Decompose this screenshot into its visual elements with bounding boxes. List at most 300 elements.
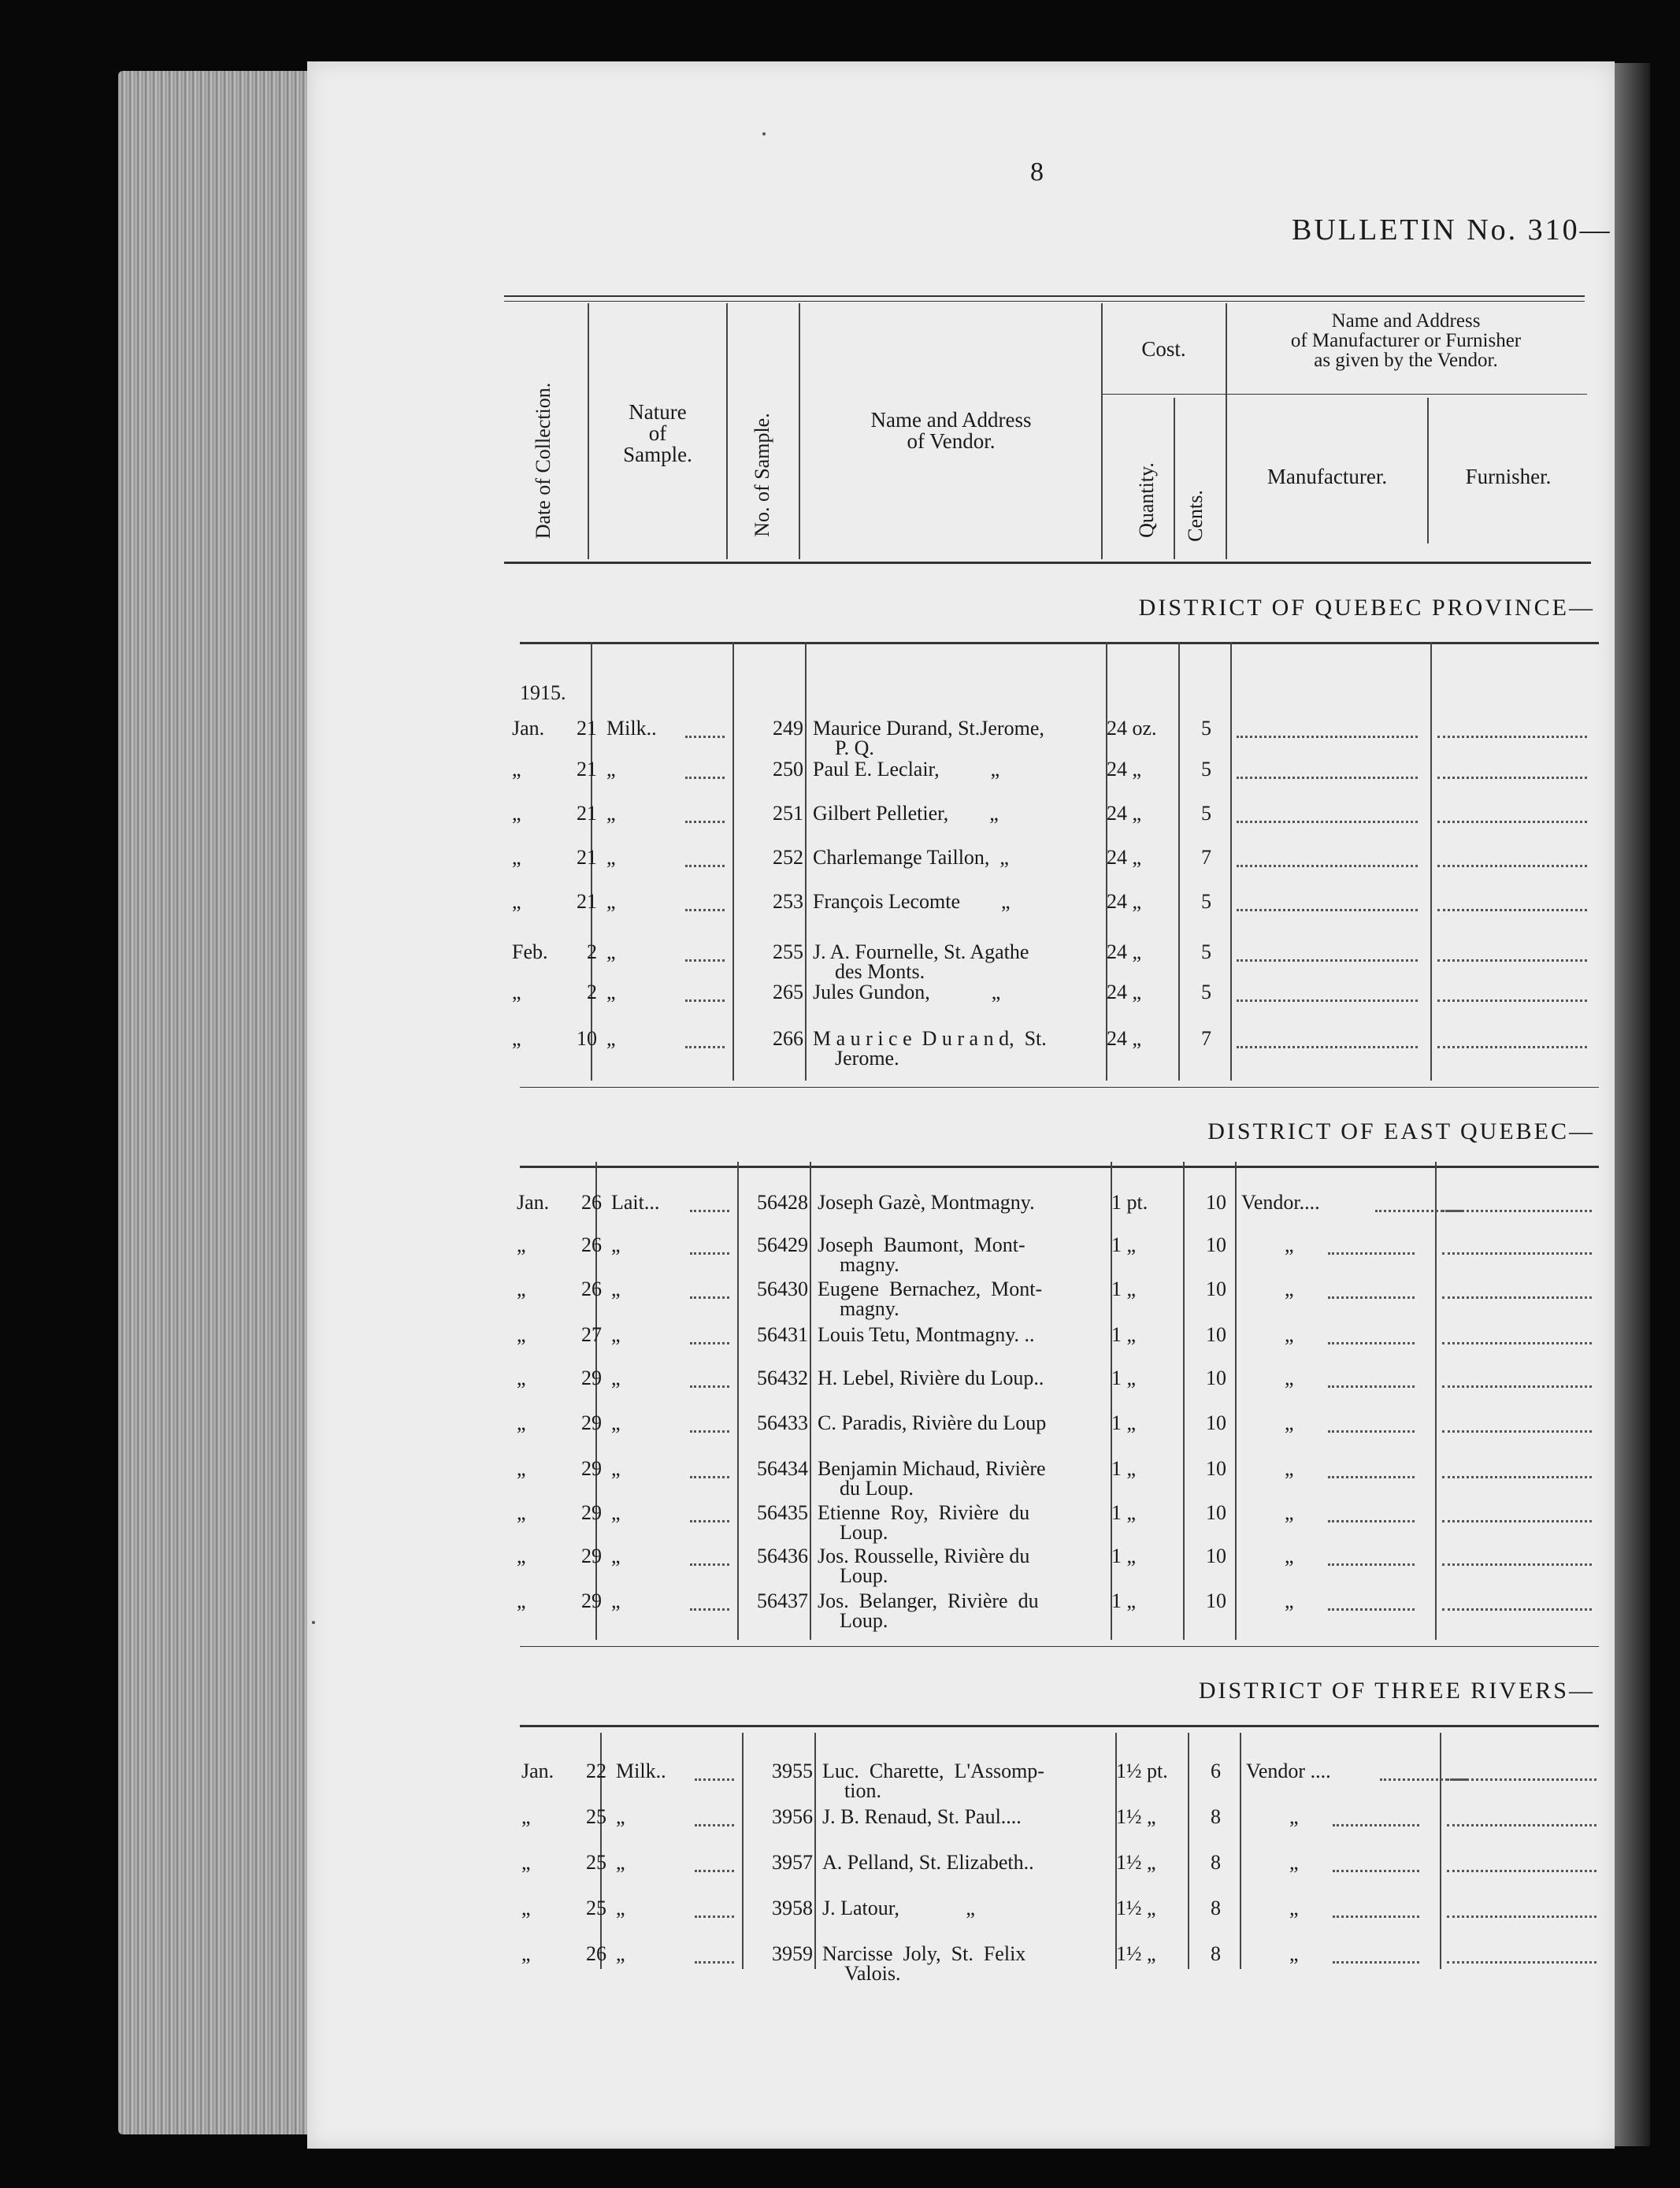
header-maker-title: Name and Address of Manufacturer or Furnisher as given by the Vendor. xyxy=(1290,310,1522,371)
sample-nature: „ xyxy=(606,981,616,1003)
leader-dots xyxy=(1447,1870,1597,1872)
vendor-name: C. Paradis, Rivière du Loup xyxy=(818,1411,1047,1434)
vendor-name: Joseph Baumont, Mont- xyxy=(818,1233,1025,1256)
book-fore-edges xyxy=(118,71,315,2134)
sample-number: 3959 xyxy=(772,1942,813,1965)
header-cents: Cents. xyxy=(1184,490,1207,542)
quantity: 24 „ xyxy=(1107,1027,1142,1050)
leader-dots xyxy=(1437,777,1587,779)
sample-nature: „ xyxy=(611,1545,621,1567)
manufacturer-value: „ xyxy=(1289,1851,1299,1874)
quantity: 24 „ xyxy=(1107,802,1142,825)
year-label: 1915. xyxy=(520,681,566,704)
sample-number: 56432 xyxy=(757,1367,808,1389)
bulletin-heading: BULLETIN No. 310— xyxy=(1292,213,1612,247)
sample-number: 56431 xyxy=(757,1323,808,1346)
leader-dots xyxy=(1328,1563,1415,1566)
collection-day: 26 xyxy=(581,1191,602,1214)
leader-dots xyxy=(690,1563,729,1566)
manufacturer-value: „ xyxy=(1285,1545,1294,1567)
sample-number: 56436 xyxy=(757,1545,808,1567)
leader-dots xyxy=(690,1252,729,1255)
manufacturer-value: „ xyxy=(1285,1323,1294,1346)
collection-day: 26 xyxy=(581,1278,602,1300)
quantity: 24 „ xyxy=(1107,890,1142,913)
collection-day: 25 xyxy=(586,1805,606,1828)
leader-dots xyxy=(1437,909,1587,911)
leader-dots xyxy=(1328,1252,1415,1255)
vendor-name: J. B. Renaud, St. Paul.... xyxy=(822,1805,1022,1828)
leader-dots xyxy=(685,909,725,911)
header-col-divider xyxy=(1427,398,1429,543)
leader-dots xyxy=(690,1430,729,1433)
district-heading: DISTRICT OF THREE RIVERS— xyxy=(1198,1678,1595,1704)
leader-dots xyxy=(1437,736,1587,738)
vendor-name: Louis Tetu, Montmagny. .. xyxy=(818,1323,1035,1346)
leader-dots xyxy=(1442,1476,1592,1478)
sample-number: 3958 xyxy=(772,1897,813,1919)
leader-dots xyxy=(685,736,725,738)
sample-number: 250 xyxy=(773,758,803,781)
vendor-name: Gilbert Pelletier, „ xyxy=(813,802,999,825)
cents: 6 xyxy=(1211,1760,1221,1782)
leader-dots xyxy=(685,999,725,1002)
page-gutter-shadow xyxy=(1615,63,1650,2146)
collection-month: „ xyxy=(517,1411,526,1434)
sample-nature: „ xyxy=(606,802,616,825)
sample-nature: „ xyxy=(606,846,616,869)
district-heading: DISTRICT OF QUEBEC PROVINCE— xyxy=(1138,595,1595,621)
cents: 10 xyxy=(1206,1191,1226,1214)
leader-dots xyxy=(1437,865,1587,867)
quantity: 1 pt. xyxy=(1111,1191,1148,1214)
vendor-name: J. Latour, „ xyxy=(822,1897,975,1919)
leader-dots xyxy=(690,1210,729,1212)
quantity: 1 „ xyxy=(1111,1589,1137,1612)
quantity: 1 „ xyxy=(1111,1411,1137,1434)
dust-speck xyxy=(312,1621,315,1624)
district-rule xyxy=(520,1166,1599,1168)
leader-dots xyxy=(1442,1563,1592,1566)
district-rule xyxy=(520,1725,1599,1727)
sample-number: 56434 xyxy=(757,1457,808,1480)
collection-day: 21 xyxy=(577,846,597,869)
sample-number: 249 xyxy=(773,717,803,740)
collection-month: Jan. xyxy=(517,1191,550,1214)
sample-nature: „ xyxy=(606,758,616,781)
vendor-name: Jos. Rousselle, Rivière du xyxy=(818,1545,1030,1567)
leader-dots xyxy=(685,865,725,867)
header-quantity: Quantity. xyxy=(1135,462,1158,538)
collection-month: „ xyxy=(521,1805,531,1828)
collection-month: „ xyxy=(517,1323,526,1346)
leader-dots xyxy=(685,777,725,779)
leader-dots xyxy=(1333,1915,1419,1918)
leader-dots xyxy=(690,1520,729,1522)
vendor-name: magny. xyxy=(840,1297,899,1320)
collection-month: „ xyxy=(512,802,521,825)
leader-dots xyxy=(690,1476,729,1478)
collection-month: „ xyxy=(512,846,521,869)
collection-day: 21 xyxy=(577,890,597,913)
leader-dots xyxy=(1328,1296,1415,1299)
leader-dots xyxy=(1437,1046,1587,1048)
collection-day: 25 xyxy=(586,1851,606,1874)
leader-dots xyxy=(695,1915,734,1918)
leader-dots xyxy=(1333,1824,1419,1826)
scanned-page xyxy=(307,61,1615,2149)
manufacturer-value: „ xyxy=(1285,1457,1294,1480)
collection-day: 21 xyxy=(577,758,597,781)
sample-nature: „ xyxy=(616,1942,625,1965)
manufacturer-value: Vendor .... xyxy=(1246,1760,1331,1782)
header-nature: Nature of Sample. xyxy=(623,400,692,466)
vendor-name: Joseph Gazè, Montmagny. xyxy=(818,1191,1035,1214)
column-divider xyxy=(1178,642,1180,1081)
collection-month: „ xyxy=(517,1545,526,1567)
leader-dots xyxy=(1328,1520,1415,1522)
sample-number: 56428 xyxy=(757,1191,808,1214)
leader-dots xyxy=(695,1824,734,1826)
collection-month: „ xyxy=(517,1589,526,1612)
column-divider xyxy=(732,642,734,1081)
column-divider xyxy=(737,1162,739,1640)
sample-number: 252 xyxy=(773,846,803,869)
manufacturer-value: Vendor.... xyxy=(1241,1191,1320,1214)
collection-day: 2 xyxy=(587,940,597,963)
district-rule xyxy=(520,1087,1599,1088)
sample-nature: „ xyxy=(611,1501,621,1524)
sample-nature: Lait... xyxy=(611,1191,660,1214)
quantity: 1 „ xyxy=(1111,1367,1137,1389)
sample-nature: „ xyxy=(616,1897,625,1919)
header-col-divider xyxy=(588,303,589,559)
vendor-name: Narcisse Joly, St. Felix xyxy=(822,1942,1026,1965)
leader-dots xyxy=(1237,777,1418,779)
collection-day: 29 xyxy=(581,1589,602,1612)
sample-nature: „ xyxy=(611,1411,621,1434)
leader-dots xyxy=(1447,1961,1597,1964)
sample-nature: Milk.. xyxy=(616,1760,666,1782)
leader-dots xyxy=(1442,1342,1592,1344)
manufacturer-value: „ xyxy=(1289,1897,1299,1919)
sample-nature: „ xyxy=(611,1457,621,1480)
quantity: 1½ „ xyxy=(1116,1897,1156,1919)
quantity: 1½ „ xyxy=(1116,1851,1156,1874)
vendor-name: du Loup. xyxy=(840,1477,914,1500)
leader-dots xyxy=(1447,1915,1597,1918)
cents: 5 xyxy=(1201,802,1211,825)
vendor-name: Charlemange Taillon, „ xyxy=(813,846,1009,869)
leader-dots xyxy=(690,1608,729,1611)
collection-day: 2 xyxy=(587,981,597,1003)
quantity: 1½ „ xyxy=(1116,1942,1156,1965)
manufacturer-value: „ xyxy=(1285,1589,1294,1612)
vendor-name: Loup. xyxy=(840,1609,888,1632)
vendor-name: Valois. xyxy=(844,1962,901,1985)
collection-day: 22 xyxy=(586,1760,606,1782)
vendor-name: des Monts. xyxy=(835,960,925,983)
vendor-name: H. Lebel, Rivière du Loup.. xyxy=(818,1367,1044,1389)
dust-speck xyxy=(762,132,766,135)
header-top-rule xyxy=(504,295,1585,297)
collection-day: 29 xyxy=(581,1367,602,1389)
vendor-name: Etienne Roy, Rivière du xyxy=(818,1501,1030,1524)
vendor-name: M a u r i c e D u r a n d, St. xyxy=(813,1027,1047,1050)
vendor-name: magny. xyxy=(840,1253,899,1276)
collection-month: „ xyxy=(512,1027,521,1050)
sample-number: 3957 xyxy=(772,1851,813,1874)
leader-dots xyxy=(1237,736,1418,738)
vendor-name: Loup. xyxy=(840,1564,888,1587)
district-rule xyxy=(520,1646,1599,1647)
cents: 8 xyxy=(1211,1942,1221,1965)
cents: 10 xyxy=(1206,1367,1226,1389)
column-divider xyxy=(805,642,807,1081)
leader-dots xyxy=(1237,821,1418,823)
vendor-name: Jerome. xyxy=(835,1047,899,1070)
vendor-name: Maurice Durand, St.Jerome, xyxy=(813,717,1044,740)
manufacturer-value: „ xyxy=(1285,1367,1294,1389)
cents: 5 xyxy=(1201,758,1211,781)
manufacturer-value: „ xyxy=(1285,1501,1294,1524)
vendor-name: Jos. Belanger, Rivière du xyxy=(818,1589,1039,1612)
sample-nature: „ xyxy=(606,890,616,913)
column-divider xyxy=(1230,642,1232,1081)
leader-dots xyxy=(1328,1608,1415,1611)
collection-day: 29 xyxy=(581,1501,602,1524)
sample-nature: „ xyxy=(611,1367,621,1389)
column-divider xyxy=(1188,1733,1189,1969)
sample-number: 251 xyxy=(773,802,803,825)
collection-month: Jan. xyxy=(512,717,545,740)
column-divider xyxy=(1240,1733,1241,1969)
leader-dots xyxy=(690,1296,729,1299)
leader-dots xyxy=(1237,865,1418,867)
header-manufacturer: Manufacturer. xyxy=(1266,465,1388,488)
vendor-name: tion. xyxy=(844,1779,881,1802)
sample-nature: „ xyxy=(611,1323,621,1346)
leader-dots xyxy=(1442,1385,1592,1388)
manufacturer-value: „ xyxy=(1285,1278,1294,1300)
sample-number: 56433 xyxy=(757,1411,808,1434)
leader-dots xyxy=(1442,1608,1592,1611)
collection-month: „ xyxy=(512,758,521,781)
header-col-divider xyxy=(1226,303,1227,559)
quantity: 1½ „ xyxy=(1116,1805,1156,1828)
vendor-name: J. A. Fournelle, St. Agathe xyxy=(813,940,1029,963)
leader-dots xyxy=(1328,1385,1415,1388)
header-top-rule-2 xyxy=(504,301,1585,302)
sample-number: 255 xyxy=(773,940,803,963)
quantity: 24 „ xyxy=(1107,940,1142,963)
cents: 10 xyxy=(1206,1457,1226,1480)
sample-number: 265 xyxy=(773,981,803,1003)
leader-dots xyxy=(690,1342,729,1344)
vendor-name: Loup. xyxy=(840,1521,888,1544)
leader-dots xyxy=(1437,959,1587,962)
collection-month: „ xyxy=(512,890,521,913)
cents: 5 xyxy=(1201,717,1211,740)
cents: 5 xyxy=(1201,890,1211,913)
manufacturer-value: „ xyxy=(1289,1942,1299,1965)
header-cost: Cost. xyxy=(1141,337,1186,361)
header-col-divider xyxy=(1174,398,1175,559)
leader-dots xyxy=(695,1870,734,1872)
cents: 10 xyxy=(1206,1545,1226,1567)
quantity: 1 „ xyxy=(1111,1323,1137,1346)
leader-dots xyxy=(1237,909,1418,911)
cents: 8 xyxy=(1211,1805,1221,1828)
collection-day: 29 xyxy=(581,1411,602,1434)
leader-dots xyxy=(1437,999,1587,1002)
header-col-divider xyxy=(799,303,800,559)
sample-number: 3956 xyxy=(772,1805,813,1828)
leader-dots xyxy=(695,1961,734,1964)
leader-dots xyxy=(1237,959,1418,962)
collection-month: „ xyxy=(517,1457,526,1480)
cents: 5 xyxy=(1201,940,1211,963)
cents: 8 xyxy=(1211,1897,1221,1919)
sample-number: 56437 xyxy=(757,1589,808,1612)
collection-month: „ xyxy=(517,1367,526,1389)
sample-nature: „ xyxy=(616,1805,625,1828)
header-number: No. of Sample. xyxy=(751,413,773,537)
column-divider xyxy=(1183,1162,1185,1640)
cents: 10 xyxy=(1206,1233,1226,1256)
header-furnisher: Furnisher. xyxy=(1465,465,1552,488)
leader-dots xyxy=(1442,1430,1592,1433)
header-col-divider xyxy=(726,303,728,559)
leader-dots xyxy=(685,959,725,962)
sample-nature: „ xyxy=(606,940,616,963)
collection-month: „ xyxy=(517,1501,526,1524)
vendor-name: A. Pelland, St. Elizabeth.. xyxy=(822,1851,1034,1874)
collection-day: 29 xyxy=(581,1545,602,1567)
collection-month: „ xyxy=(517,1233,526,1256)
sample-nature: „ xyxy=(606,1027,616,1050)
quantity: 1 „ xyxy=(1111,1278,1137,1300)
sample-number: 3955 xyxy=(772,1760,813,1782)
sample-number: 253 xyxy=(773,890,803,913)
leader-dots xyxy=(690,1385,729,1388)
leader-dots xyxy=(1442,1296,1592,1299)
collection-month: „ xyxy=(517,1278,526,1300)
sample-nature: „ xyxy=(611,1589,621,1612)
vendor-name: Jules Gundon, „ xyxy=(813,981,1001,1003)
leader-dots xyxy=(1237,1046,1418,1048)
leader-dots xyxy=(1442,1520,1592,1522)
leader-dots xyxy=(1328,1476,1415,1478)
sample-nature: „ xyxy=(611,1233,621,1256)
quantity: 24 oz. xyxy=(1107,717,1157,740)
header-date: Date of Collection. xyxy=(532,382,554,540)
quantity: 24 „ xyxy=(1107,981,1142,1003)
quantity: 1 „ xyxy=(1111,1233,1137,1256)
cents: 8 xyxy=(1211,1851,1221,1874)
cents: 7 xyxy=(1201,846,1211,869)
leader-dots xyxy=(1442,1210,1592,1212)
column-divider xyxy=(814,1733,816,1969)
column-divider xyxy=(810,1162,811,1640)
sample-nature: Milk.. xyxy=(606,717,657,740)
leader-dots xyxy=(1437,821,1587,823)
cost-divider-rule xyxy=(1103,394,1587,395)
collection-month: „ xyxy=(512,981,521,1003)
column-divider xyxy=(1440,1733,1441,1969)
collection-day: 27 xyxy=(581,1323,602,1346)
leader-dots xyxy=(1333,1961,1419,1964)
sample-number: 56429 xyxy=(757,1233,808,1256)
quantity: 1 „ xyxy=(1111,1457,1137,1480)
vendor-name: Luc. Charette, L'Assomp- xyxy=(822,1760,1044,1782)
leader-dots xyxy=(1447,1778,1597,1781)
column-divider xyxy=(1435,1162,1437,1640)
collection-day: 21 xyxy=(577,802,597,825)
column-divider xyxy=(742,1733,744,1969)
district-heading: DISTRICT OF EAST QUEBEC— xyxy=(1207,1118,1595,1144)
cents: 10 xyxy=(1206,1278,1226,1300)
vendor-name: Paul E. Leclair, „ xyxy=(813,758,1000,781)
leader-dots xyxy=(1333,1870,1419,1872)
leader-dots xyxy=(695,1778,734,1781)
collection-day: 25 xyxy=(586,1897,606,1919)
sample-nature: „ xyxy=(611,1278,621,1300)
sample-number: 56430 xyxy=(757,1278,808,1300)
column-divider xyxy=(1430,642,1432,1081)
cents: 10 xyxy=(1206,1589,1226,1612)
leader-dots xyxy=(1237,999,1418,1002)
leader-dots xyxy=(685,821,725,823)
vendor-name: François Lecomte „ xyxy=(813,890,1011,913)
quantity: 24 „ xyxy=(1107,846,1142,869)
leader-dots xyxy=(685,1046,725,1048)
vendor-name: P. Q. xyxy=(835,736,874,759)
header-vendor: Name and Address of Vendor. xyxy=(870,408,1032,453)
collection-month: „ xyxy=(521,1851,531,1874)
collection-day: 26 xyxy=(586,1942,606,1965)
vendor-name: Benjamin Michaud, Rivière xyxy=(818,1457,1046,1480)
cents: 7 xyxy=(1201,1027,1211,1050)
collection-day: 26 xyxy=(581,1233,602,1256)
leader-dots xyxy=(1447,1824,1597,1826)
sample-number: 56435 xyxy=(757,1501,808,1524)
manufacturer-value: „ xyxy=(1289,1805,1299,1828)
column-divider xyxy=(1235,1162,1237,1640)
header-bottom-rule xyxy=(504,562,1591,564)
page-number: 8 xyxy=(1030,158,1044,187)
collection-day: 10 xyxy=(577,1027,597,1050)
collection-month: „ xyxy=(521,1942,531,1965)
quantity: 1 „ xyxy=(1111,1501,1137,1524)
leader-dots xyxy=(1328,1342,1415,1344)
vendor-name: Eugene Bernachez, Mont- xyxy=(818,1278,1043,1300)
manufacturer-value: „ xyxy=(1285,1411,1294,1434)
manufacturer-value: „ xyxy=(1285,1233,1294,1256)
collection-day: 29 xyxy=(581,1457,602,1480)
quantity: 1 „ xyxy=(1111,1545,1137,1567)
district-rule xyxy=(520,642,1599,644)
collection-month: „ xyxy=(521,1897,531,1919)
cents: 5 xyxy=(1201,981,1211,1003)
quantity: 1½ pt. xyxy=(1116,1760,1168,1782)
cents: 10 xyxy=(1206,1411,1226,1434)
collection-day: 21 xyxy=(577,717,597,740)
leader-dots xyxy=(1442,1252,1592,1255)
cents: 10 xyxy=(1206,1323,1226,1346)
sample-nature: „ xyxy=(616,1851,625,1874)
cents: 10 xyxy=(1206,1501,1226,1524)
